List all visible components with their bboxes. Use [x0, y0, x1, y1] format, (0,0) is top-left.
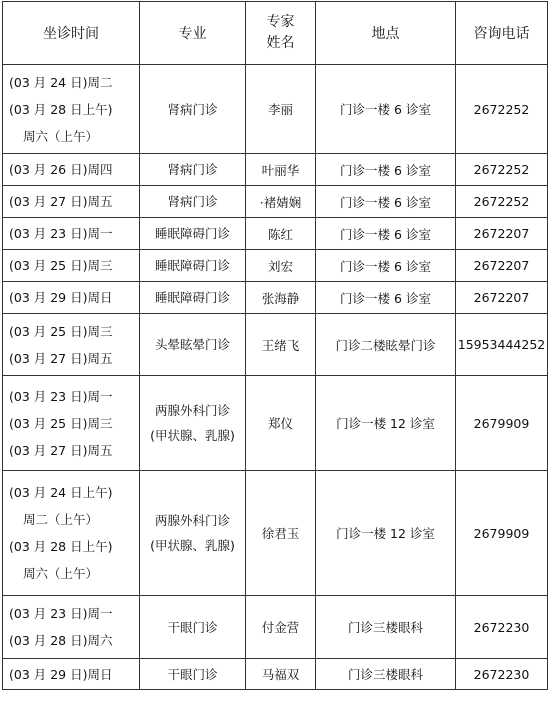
time-line: (03 月 28 日上午)	[9, 101, 113, 117]
specialty-line: 肾病门诊	[167, 194, 218, 209]
table-row	[3, 250, 548, 282]
time-line: (03 月 25 日)周三	[9, 323, 113, 339]
cell-location: 门诊一楼 12 诊室	[316, 376, 456, 471]
cell-expert: 付金营	[246, 596, 316, 659]
cell-phone: 2672252	[456, 154, 548, 186]
time-line: (03 月 27 日)周五	[9, 442, 113, 458]
table-row	[3, 596, 548, 659]
cell-location: 门诊一楼 6 诊室	[316, 282, 456, 314]
specialty-line: 肾病门诊	[167, 101, 218, 117]
cell-phone: 2672252	[456, 65, 548, 154]
time-line: (03 月 23 日)周一	[9, 606, 113, 621]
cell-location: 门诊二楼眩晕门诊	[316, 314, 456, 376]
table-row	[3, 218, 548, 250]
clinic-schedule-table	[2, 1, 548, 690]
cell-time	[3, 154, 140, 186]
specialty-line: 两腺外科门诊	[154, 513, 230, 528]
specialty-line: 干眼门诊	[167, 666, 218, 682]
header-row	[3, 2, 548, 65]
cell-expert: 叶丽华	[246, 154, 316, 186]
cell-time	[3, 659, 140, 690]
cell-phone: 2679909	[456, 471, 548, 596]
header-expert-line1: 专家	[266, 14, 295, 30]
specialty-line: 睡眠障碍门诊	[154, 258, 230, 273]
cell-expert: 刘宏	[246, 250, 316, 282]
table-header	[3, 2, 548, 65]
cell-location: 门诊一楼 6 诊室	[316, 65, 456, 154]
cell-expert: 陈红	[246, 218, 316, 250]
cell-time	[3, 471, 140, 596]
cell-specialty	[140, 282, 246, 314]
table-row	[3, 186, 548, 218]
cell-time	[3, 65, 140, 154]
header-time: 坐诊时间	[3, 2, 140, 65]
time-line: (03 月 25 日)周三	[9, 258, 113, 273]
cell-phone: 2672252	[456, 186, 548, 218]
time-line: 周二（上午）	[23, 512, 99, 527]
cell-expert: 郑仪	[246, 376, 316, 471]
cell-specialty	[140, 154, 246, 186]
specialty-line: 睡眠障碍门诊	[154, 226, 230, 241]
header-location: 地点	[316, 2, 456, 65]
table-row	[3, 376, 548, 471]
cell-phone: 2672207	[456, 218, 548, 250]
time-line: 周六（上午）	[23, 128, 99, 144]
cell-location: 门诊一楼 6 诊室	[316, 154, 456, 186]
time-line: (03 月 24 日上午)	[9, 485, 113, 500]
time-line: (03 月 27 日)周五	[9, 350, 113, 366]
cell-specialty	[140, 659, 246, 690]
specialty-line: 干眼门诊	[167, 619, 218, 635]
cell-specialty	[140, 596, 246, 659]
cell-time	[3, 596, 140, 659]
cell-expert: 徐君玉	[246, 471, 316, 596]
time-line: (03 月 23 日)周一	[9, 388, 113, 404]
table-body	[3, 65, 548, 690]
specialty-line: (甲状腺、乳腺)	[150, 538, 235, 553]
cell-specialty	[140, 376, 246, 471]
cell-phone: 2672207	[456, 282, 548, 314]
header-expert-line2: 姓名	[266, 35, 295, 51]
time-line: (03 月 29 日)周日	[9, 290, 113, 305]
table-row	[3, 154, 548, 186]
time-line: (03 月 24 日)周二	[9, 74, 113, 90]
time-line: (03 月 29 日)周日	[9, 666, 113, 682]
time-line: (03 月 25 日)周三	[9, 415, 113, 431]
cell-time	[3, 218, 140, 250]
cell-location: 门诊一楼 6 诊室	[316, 186, 456, 218]
specialty-line: (甲状腺、乳腺)	[150, 428, 235, 443]
cell-phone: 2672230	[456, 596, 548, 659]
cell-expert: 李丽	[246, 65, 316, 154]
cell-specialty	[140, 314, 246, 376]
header-phone: 咨询电话	[456, 2, 548, 65]
table-row	[3, 282, 548, 314]
cell-expert: 王绪飞	[246, 314, 316, 376]
cell-specialty	[140, 186, 246, 218]
cell-time	[3, 186, 140, 218]
cell-specialty	[140, 471, 246, 596]
table-row	[3, 659, 548, 690]
cell-phone: 15953444252	[456, 314, 548, 376]
cell-location: 门诊三楼眼科	[316, 659, 456, 690]
specialty-line: 头晕眩晕门诊	[154, 337, 230, 352]
cell-specialty	[140, 250, 246, 282]
cell-phone: 2672230	[456, 659, 548, 690]
cell-time	[3, 314, 140, 376]
specialty-line: 两腺外科门诊	[154, 403, 230, 418]
specialty-line: 睡眠障碍门诊	[154, 290, 230, 305]
cell-specialty	[140, 65, 246, 154]
cell-phone: 2679909	[456, 376, 548, 471]
cell-specialty	[140, 218, 246, 250]
cell-location: 门诊三楼眼科	[316, 596, 456, 659]
cell-time	[3, 376, 140, 471]
time-line: (03 月 28 日)周六	[9, 633, 113, 648]
schedule-document	[2, 1, 548, 690]
cell-expert: 马福双	[246, 659, 316, 690]
cell-phone: 2672207	[456, 250, 548, 282]
cell-time	[3, 282, 140, 314]
time-line: 周六（上午）	[23, 566, 99, 581]
time-line: (03 月 26 日)周四	[9, 162, 113, 177]
time-line: (03 月 23 日)周一	[9, 226, 113, 241]
table-row	[3, 471, 548, 596]
time-line: (03 月 27 日)周五	[9, 194, 113, 209]
cell-time	[3, 250, 140, 282]
cell-location: 门诊一楼 6 诊室	[316, 218, 456, 250]
header-expert	[246, 2, 316, 65]
cell-expert: ·褚婧娴	[246, 186, 316, 218]
table-row	[3, 314, 548, 376]
table-row	[3, 65, 548, 154]
cell-expert: 张海静	[246, 282, 316, 314]
specialty-line: 肾病门诊	[167, 162, 218, 177]
cell-location: 门诊一楼 6 诊室	[316, 250, 456, 282]
time-line: (03 月 28 日上午)	[9, 539, 113, 554]
header-specialty: 专业	[140, 2, 246, 65]
cell-location: 门诊一楼 12 诊室	[316, 471, 456, 596]
